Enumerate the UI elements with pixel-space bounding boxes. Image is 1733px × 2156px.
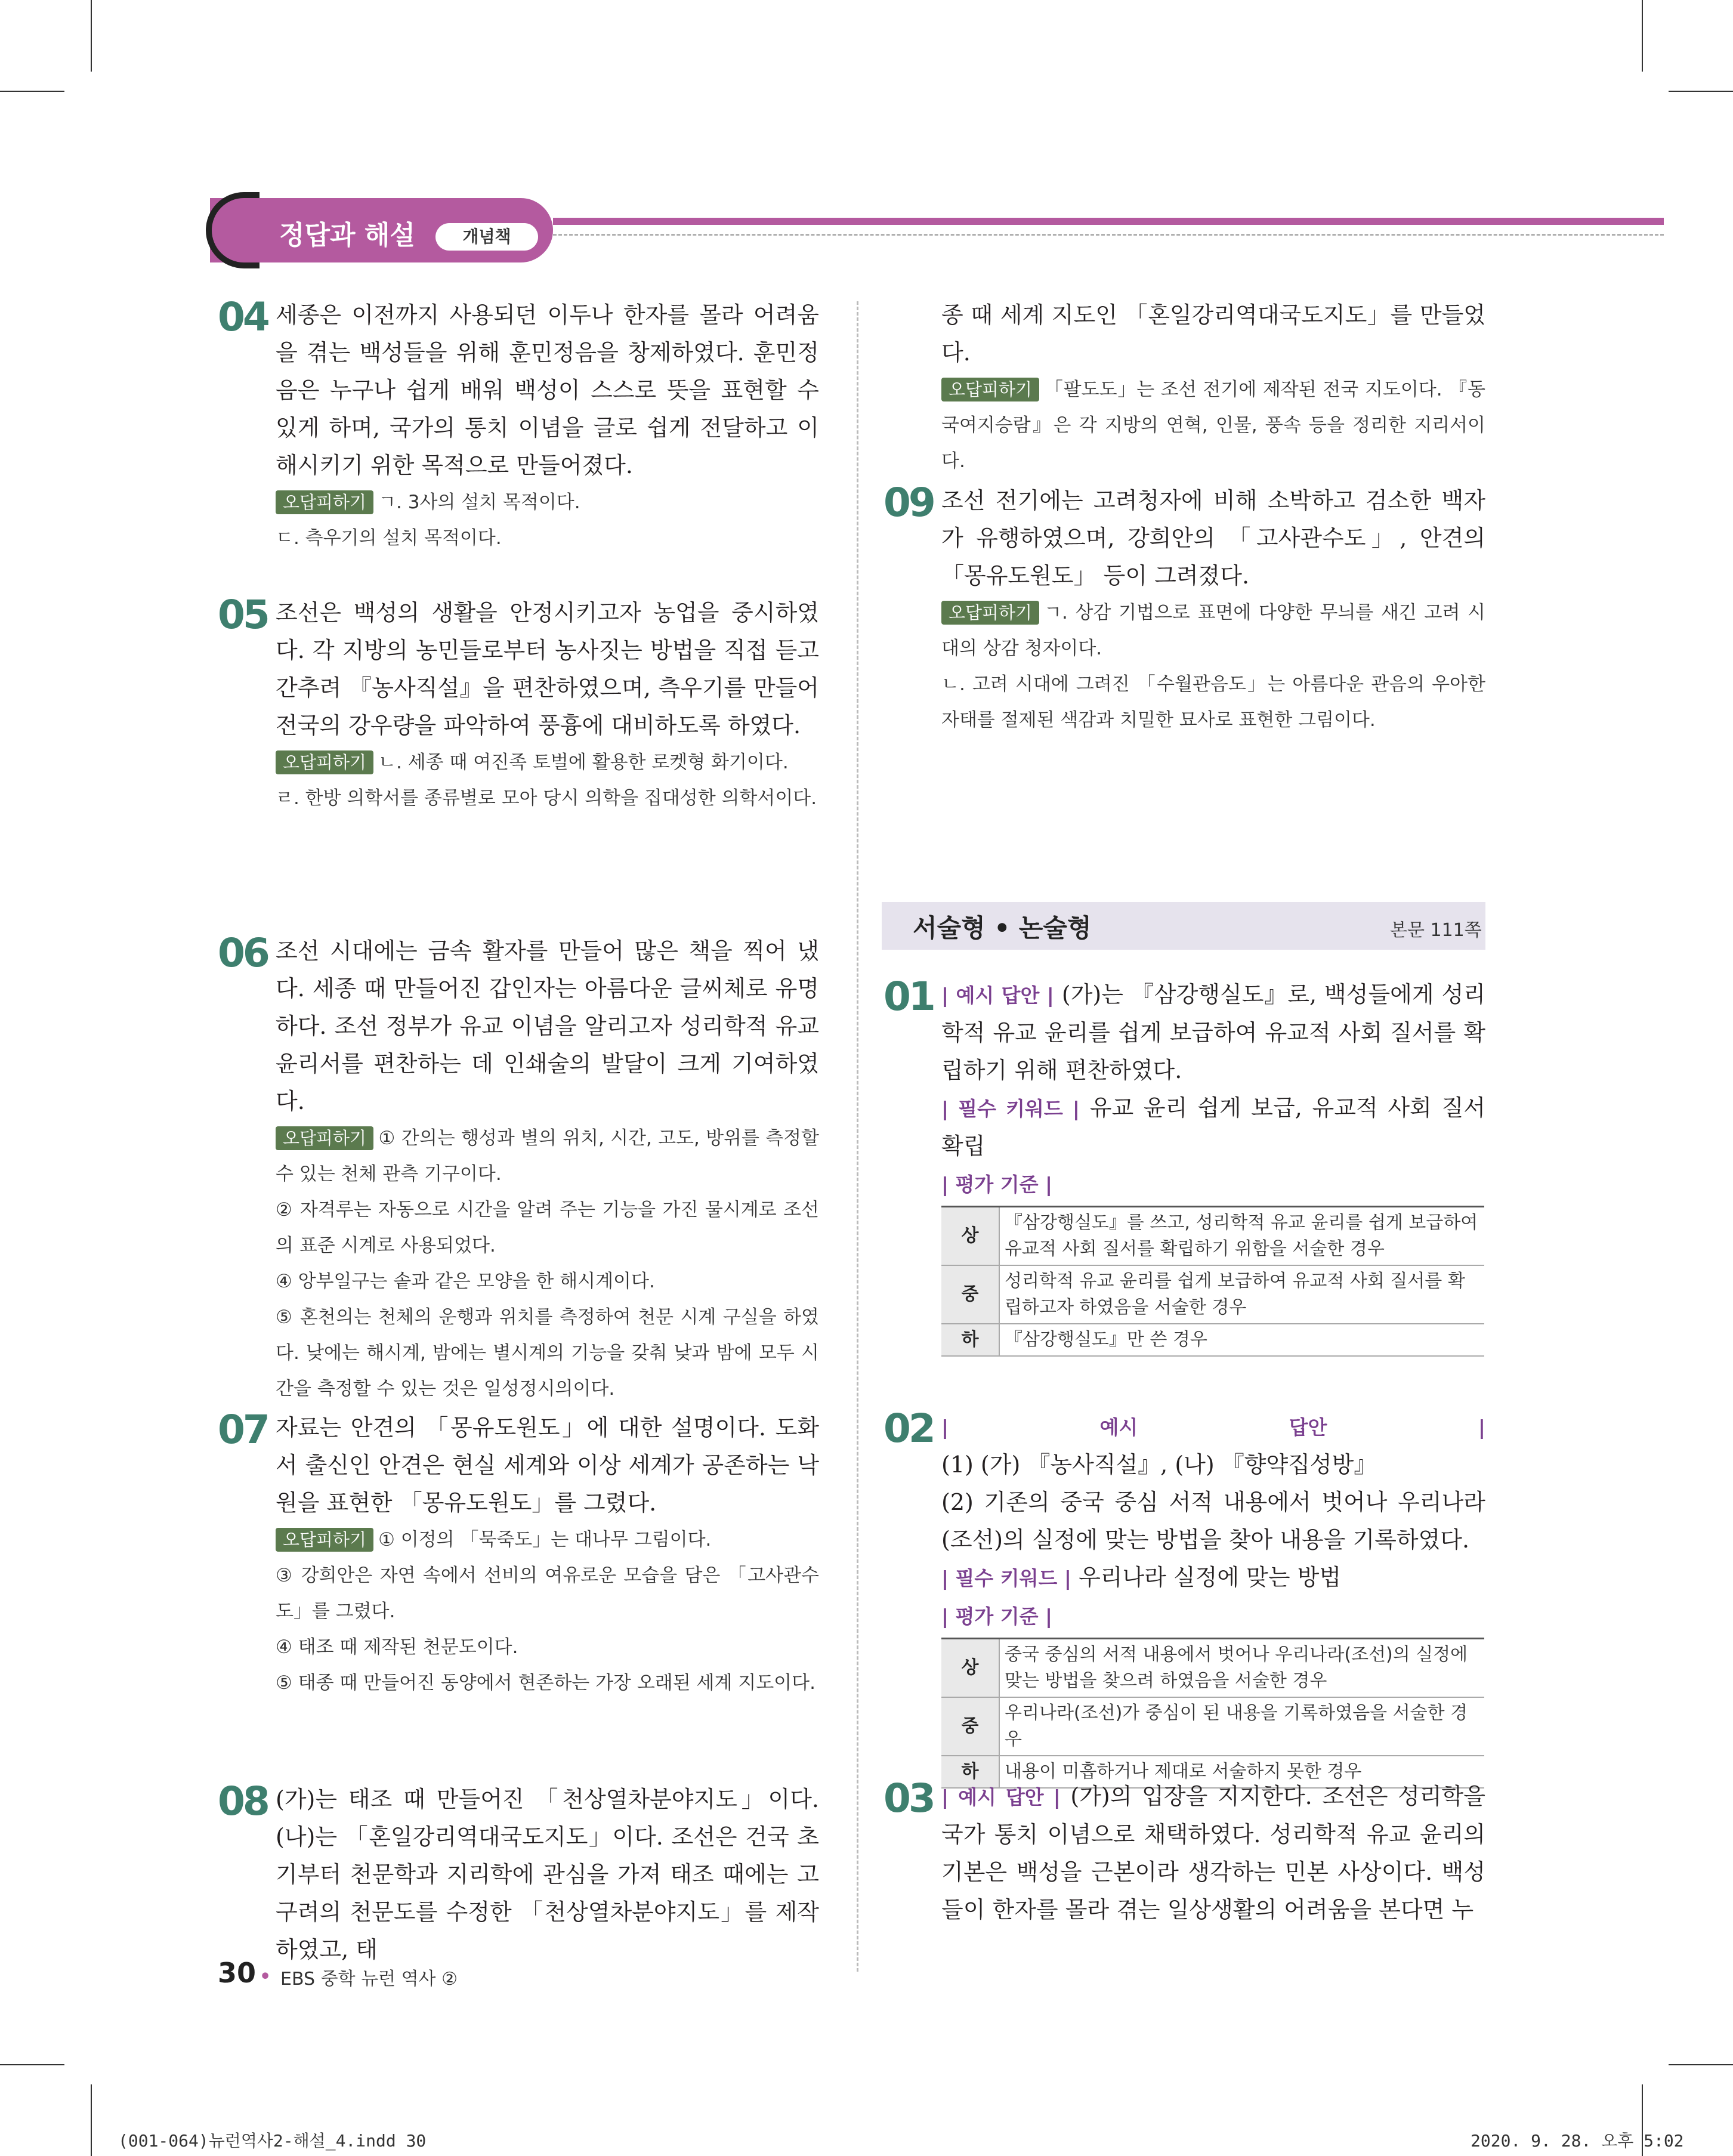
- wrong-answer-note: 오답피하기 「팔도도」는 조선 전기에 제작된 전국 지도이다. 『동국여지승람』은 각 지방의 연혁, 인물, 풍속 등을 정리한 지리서이다.: [941, 379, 1485, 472]
- table-row: [941, 1697, 1484, 1756]
- section-page-ref: 본문 111쪽: [1390, 920, 1482, 941]
- wrong-answer-note: ② 자격루는 자동으로 시간을 알려 주는 기능을 가진 물시계로 조선의 표준 시계로 사용되었다.: [276, 1199, 819, 1256]
- wrong-answer-note: ④ 앙부일구는 솥과 같은 모양을 한 해시계이다.: [276, 1271, 655, 1292]
- question-number: 09: [884, 480, 934, 526]
- criteria-label: | 평가 기준 |: [941, 1173, 1053, 1196]
- criteria-level: 중: [941, 1265, 999, 1324]
- criteria-desc: 『삼강행실도』만 쓴 경우: [999, 1324, 1484, 1356]
- print-date: 2020. 9. 28. 오후 5:02: [1471, 2131, 1684, 2151]
- example-answer-label: | 예시 답안 |: [941, 1786, 1061, 1809]
- criteria-desc: 성리학적 유교 윤리를 쉽게 보급하여 유교적 사회 질서를 확립하고자 하였음을 서술한 경우: [999, 1265, 1484, 1324]
- criteria-level: 하: [941, 1324, 999, 1356]
- wrong-answer-tag: 오답피하기: [941, 601, 1039, 625]
- question-text: 종 때 세계 지도인 「혼일강리역대국도지도」를 만들었다.: [941, 302, 1485, 366]
- required-keywords: | 필수 키워드 | 우리나라 실정에 맞는 방법: [941, 1564, 1342, 1590]
- essay-01: [884, 976, 1485, 1357]
- wrong-answer-note: ㄹ. 한방 의학서를 종류별로 모아 당시 의학을 집대성한 의학서이다.: [276, 787, 817, 809]
- book-title: EBS 중학 뉴런 역사 ②: [280, 1969, 458, 1990]
- keyword-label: | 필수 키워드 |: [941, 1567, 1071, 1590]
- crop-mark: [91, 2084, 92, 2156]
- wrong-answer-note: 오답피하기 ① 이정의 「묵죽도」는 대나무 그림이다.: [276, 1522, 819, 1558]
- criteria-table: [941, 1638, 1484, 1789]
- criteria-level: 상: [941, 1207, 999, 1266]
- header-dashed-rule: [553, 234, 1664, 236]
- criteria-level: 중: [941, 1697, 999, 1756]
- question-06: [218, 932, 819, 1407]
- question-05: [218, 594, 819, 816]
- crop-mark: [1642, 0, 1643, 72]
- criteria-desc: 중국 중심의 서적 내용에서 벗어나 우리나라(조선)의 실정에 맞는 방법을 찾으려 하였음을 서술한 경우: [999, 1639, 1484, 1698]
- example-answer: | 예시 답안 | (가)의 입장을 지지한다. 조선은 성리학을 국가 통치 이념으로 채택하였다. 성리학적 유교 윤리의 기본은 백성을 근본이라 생각하는 민본 사상이다. 백성들이 한자를 몰라 겪는 일상생활의 어려움을 본다면 누: [941, 1783, 1485, 1923]
- question-number: 05: [218, 592, 268, 638]
- wrong-answer-note: 오답피하기 ㄱ. 3사의 설치 목적이다.: [276, 484, 819, 520]
- example-answer: | 예시 답안 | (1) (가) 『농사직설』, (나) 『향약집성방』: [941, 1416, 1485, 1478]
- criteria-level: 하: [941, 1756, 999, 1788]
- wrong-answer-note: ⑤ 혼천의는 천체의 운행과 위치를 측정하여 천문 시계 구실을 하였다. 낮에는 해시계, 밤에는 별시계의 기능을 갖춰 낮과 밤에 모두 시간을 측정할 수 있는 것은 일성정시의이다.: [276, 1306, 819, 1400]
- question-07: [218, 1409, 819, 1701]
- page-number: 30 •: [218, 1957, 271, 1989]
- table-row: [941, 1639, 1484, 1698]
- question-number: 07: [218, 1407, 268, 1453]
- example-answer-label: | 예시 답안 |: [941, 1416, 1485, 1439]
- column-divider: [857, 301, 858, 1972]
- question-text: 세종은 이전까지 사용되던 이두나 한자를 몰라 어려움을 겪는 백성들을 위해 훈민정음을 창제하였다. 훈민정음은 누구나 쉽게 배워 백성이 스스로 뜻을 표현할 수 있게 하며, 국가의 통치 이념을 글로 쉽게 전달하고 이해시키기 위한 목적으로 만들어졌다.: [276, 302, 819, 478]
- question-09: [884, 482, 1485, 738]
- crop-mark: [0, 2064, 64, 2065]
- criteria-desc: 내용이 미흡하거나 제대로 서술하지 못한 경우: [999, 1756, 1484, 1788]
- criteria-level: 상: [941, 1639, 999, 1698]
- crop-mark: [1669, 2064, 1733, 2065]
- question-04: [218, 296, 819, 556]
- table-row: [941, 1207, 1484, 1266]
- question-08-continued: [941, 296, 1485, 479]
- question-number: 04: [218, 294, 268, 340]
- crop-mark: [0, 91, 64, 92]
- question-number: 08: [218, 1778, 268, 1824]
- section-title: 서술형 • 논술형: [913, 913, 1092, 943]
- wrong-answer-tag: 오답피하기: [276, 1126, 373, 1150]
- footer-dot: •: [260, 1966, 271, 1987]
- wrong-answer-note: ⑤ 태종 때 만들어진 동양에서 현존하는 가장 오래된 세계 지도이다.: [276, 1672, 815, 1694]
- question-number: 02: [884, 1406, 934, 1451]
- wrong-answer-tag: 오답피하기: [276, 750, 373, 774]
- question-text: 조선 시대에는 금속 활자를 만들어 많은 책을 찍어 냈다. 세종 때 만들어진 갑인자는 아름다운 글씨체로 유명하다. 조선 정부가 유교 이념을 알리고자 성리학적 유교 윤리서를 편찬하는 데 인쇄술의 발달이 크게 기여하였다.: [276, 938, 819, 1114]
- example-answer-2: (2) 기존의 중국 중심 서적 내용에서 벗어나 우리나라(조선)의 실정에 맞는 방법을 찾아 내용을 기록하였다.: [941, 1489, 1485, 1553]
- wrong-answer-note: ㄷ. 측우기의 설치 목적이다.: [276, 527, 502, 549]
- required-keywords: | 필수 키워드 | 유교 윤리 쉽게 보급, 유교적 사회 질서 확립: [941, 1095, 1485, 1159]
- wrong-answer-note: 오답피하기 ① 간의는 행성과 별의 위치, 시간, 고도, 방위를 측정할 수 있는 천체 관측 기구이다.: [276, 1128, 819, 1185]
- wrong-answer-note: ㄴ. 고려 시대에 그려진 「수월관음도」는 아름다운 관음의 우아한 자태를 절제된 색감과 치밀한 묘사로 표현한 그림이다.: [941, 674, 1485, 731]
- criteria-desc: 『삼강행실도』를 쓰고, 성리학적 유교 윤리를 쉽게 보급하여 유교적 사회 질서를 확립하기 위함을 서술한 경우: [999, 1207, 1484, 1266]
- question-number: 03: [884, 1775, 934, 1821]
- wrong-answer-note: 오답피하기 ㄴ. 세종 때 여진족 토벌에 활용한 로켓형 화기이다.: [276, 745, 819, 780]
- criteria-table: [941, 1206, 1484, 1357]
- criteria-desc: 우리나라(조선)가 중심이 된 내용을 기록하였음을 서술한 경우: [999, 1697, 1484, 1756]
- question-number: 06: [218, 930, 268, 976]
- table-row: [941, 1265, 1484, 1324]
- header-rule: [553, 218, 1664, 225]
- wrong-answer-note: ④ 태조 때 제작된 천문도이다.: [276, 1636, 518, 1658]
- crop-mark: [1669, 91, 1733, 92]
- criteria-label: | 평가 기준 |: [941, 1605, 1053, 1628]
- wrong-answer-tag: 오답피하기: [941, 378, 1039, 401]
- question-text: 조선은 백성의 생활을 안정시키고자 농업을 중시하였다. 각 지방의 농민들로부터 농사짓는 방법을 직접 듣고 간추려 『농사직설』을 편찬하였으며, 측우기를 만들어 전국의 강우량을 파악하여 풍흉에 대비하도록 하였다.: [276, 600, 819, 739]
- example-answer-label: | 예시 답안 |: [941, 984, 1054, 1007]
- print-file-info: (001-064)뉴런역사2-해설_4.indd 30: [118, 2131, 427, 2151]
- page-title: 정답과 해설: [279, 220, 415, 251]
- header-badge: 개념책: [435, 223, 538, 251]
- keyword-label: | 필수 키워드 |: [941, 1097, 1080, 1120]
- essay-03: [884, 1775, 1485, 1929]
- essay-02: [884, 1408, 1485, 1789]
- question-text: 조선 전기에는 고려청자에 비해 소박하고 검소한 백자가 유행하였으며, 강희안의 「고사관수도」, 안견의 「몽유도원도」 등이 그려졌다.: [941, 487, 1485, 589]
- question-08: [218, 1778, 819, 1969]
- wrong-answer-note: 오답피하기 ㄱ. 상감 기법으로 표면에 다양한 무늬를 새긴 고려 시대의 상감 청자이다.: [941, 602, 1485, 659]
- crop-mark: [91, 0, 92, 72]
- question-text: 자료는 안견의 「몽유도원도」에 대한 설명이다. 도화서 출신인 안견은 현실 세계와 이상 세계가 공존하는 낙원을 표현한 「몽유도원도」를 그렸다.: [276, 1414, 819, 1516]
- table-row: [941, 1324, 1484, 1356]
- wrong-answer-note: ③ 강희안은 자연 속에서 선비의 여유로운 모습을 담은 「고사관수도」를 그렸다.: [276, 1565, 819, 1622]
- example-answer: | 예시 답안 | (가)는 『삼강행실도』로, 백성들에게 성리학적 유교 윤리를 쉽게 보급하여 유교적 사회 질서를 확립하기 위해 편찬하였다.: [941, 981, 1485, 1083]
- wrong-answer-tag: 오답피하기: [276, 1528, 373, 1552]
- question-number: 01: [884, 974, 934, 1020]
- question-text: (가)는 태조 때 만들어진 「천상열차분야지도」이다. (나)는 「혼일강리역대국도지도」이다. 조선은 건국 초기부터 천문학과 지리학에 관심을 가져 태조 때에는 고구려의 천문도를 수정한 「천상열차분야지도」를 제작하였고, 태: [276, 1786, 819, 1963]
- wrong-answer-tag: 오답피하기: [276, 490, 373, 514]
